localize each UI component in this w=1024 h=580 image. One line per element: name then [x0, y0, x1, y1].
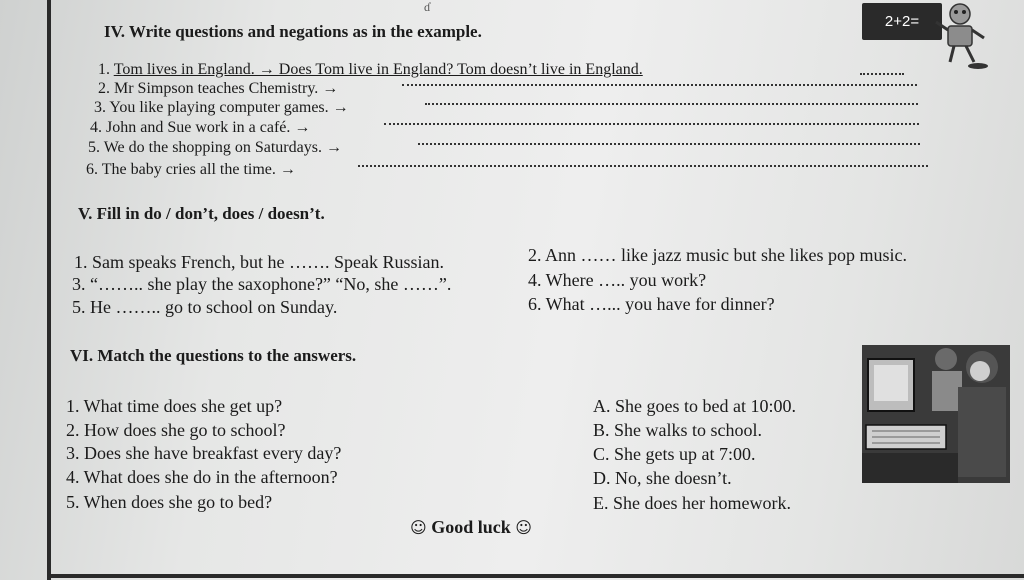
- students-at-computer-illustration: [862, 345, 1010, 483]
- s6-question-5: 5. When does she go to bed?: [66, 492, 273, 512]
- pen-mark: ɗ: [424, 0, 430, 14]
- section-4-heading: IV. Write questions and negations as in the example.: [104, 22, 482, 41]
- s6-answer-c: C. She gets up at 7:00.: [593, 444, 756, 464]
- good-luck-text: Good luck: [431, 517, 511, 537]
- s5-item-1: 1. Sam speaks French, but he ……. Speak Russian.: [74, 252, 444, 272]
- s5-item-2: 2. Ann …… like jazz music but she likes pop music.: [528, 245, 907, 265]
- s6-question-3: 3. Does she have breakfast every day?: [66, 443, 342, 463]
- answer-line: [425, 103, 918, 105]
- s6-answer-a: A. She goes to bed at 10:00.: [593, 396, 796, 416]
- math-badge: 2+2=: [862, 3, 942, 40]
- s4-item-4: [90, 119, 310, 137]
- robot-illustration-icon: [930, 0, 990, 72]
- frame-border-bottom: [47, 574, 1024, 578]
- s5-item-5: 5. He …….. go to school on Sunday.: [72, 297, 338, 317]
- s4-item-2: [98, 80, 338, 98]
- s4-item-3: [94, 99, 349, 117]
- s4-item-5-text: We do the shopping on Saturdays. →: [103, 139, 342, 156]
- s4-item-2-num: 2.: [98, 80, 110, 97]
- s6-answer-d: D. No, she doesn’t.: [593, 468, 732, 488]
- s4-item-1-num: 1.: [98, 61, 110, 78]
- answer-line: [418, 143, 920, 145]
- s4-item-5: [88, 139, 342, 157]
- section-6-heading: VI. Match the questions to the answers.: [70, 346, 357, 365]
- s6-answer-e: E. She does her homework.: [593, 493, 791, 513]
- answer-line: [358, 165, 928, 167]
- s5-item-6: 6. What …... you have for dinner?: [528, 294, 775, 314]
- answer-line: [402, 84, 917, 86]
- s6-question-2: 2. How does she go to school?: [66, 420, 286, 440]
- s4-item-2-text: Mr Simpson teaches Chemistry. →: [114, 80, 339, 97]
- good-luck-footer: [410, 517, 532, 538]
- s4-item-4-num: 4.: [90, 119, 102, 136]
- s4-item-1: [98, 61, 643, 79]
- section-5-heading: V. Fill in do / don’t, does / doesn’t.: [78, 204, 325, 223]
- s4-item-3-text: You like playing computer games. →: [109, 99, 349, 116]
- s4-item-1-text: Tom lives in England. → Does Tom live in England? Tom doesn’t live in England.: [113, 61, 643, 78]
- s6-question-1: 1. What time does she get up?: [66, 396, 283, 416]
- frame-border-left: [47, 0, 51, 580]
- s4-item-5-num: 5.: [88, 139, 100, 156]
- smiley-icon: ☺: [410, 518, 427, 537]
- s4-item-6-text: The baby cries all the time. →: [101, 161, 296, 178]
- s4-item-3-num: 3.: [94, 99, 106, 116]
- s6-question-4: 4. What does she do in the afternoon?: [66, 467, 338, 487]
- s4-item-6: [86, 161, 296, 179]
- s4-item-4-text: John and Sue work in a café. →: [106, 119, 311, 136]
- s5-item-4: 4. Where ….. you work?: [528, 270, 707, 290]
- s6-answer-b: B. She walks to school.: [593, 420, 762, 440]
- s4-item-6-num: 6.: [86, 161, 98, 178]
- smiley-icon: ☺: [515, 518, 532, 537]
- answer-line: [384, 123, 919, 125]
- answer-line: [860, 73, 904, 75]
- s5-item-3: 3. “…….. she play the saxophone?” “No, she ……”.: [72, 274, 452, 294]
